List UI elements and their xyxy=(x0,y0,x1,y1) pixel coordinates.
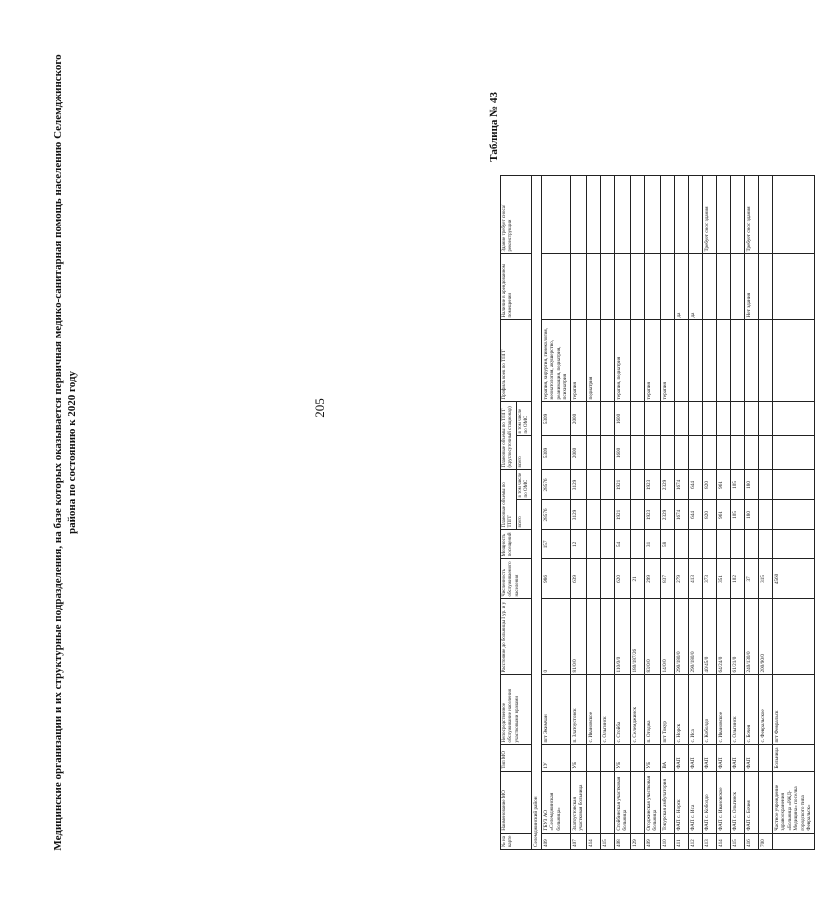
row-number: 415 xyxy=(730,833,744,849)
row-number: 413 xyxy=(702,833,716,849)
title-line-1: Медицинские организации и их структурные подразделения, на базе которых оказывается первичная медико-санитарная помощь населению Селемджинского xyxy=(52,54,64,851)
row-plan-total xyxy=(586,500,600,530)
table-row xyxy=(644,176,660,850)
row-stat-total: 5309 xyxy=(541,436,570,470)
table-row xyxy=(570,176,586,850)
col-header-population: Численность обслуживаемого населения xyxy=(501,559,532,599)
row-rent xyxy=(702,254,716,320)
row-settlement: пгт Февральск xyxy=(772,675,814,745)
row-demolition xyxy=(614,176,630,254)
row-stat-oms xyxy=(730,402,744,436)
row-plan-oms: 105 xyxy=(730,470,744,500)
row-visits xyxy=(688,530,702,559)
row-settlement: с. Ивановское xyxy=(586,675,600,745)
row-rent: Нет здания xyxy=(744,254,758,320)
row-visits: 12 xyxy=(570,530,586,559)
row-stat-total xyxy=(674,436,688,470)
row-stat-total: 1600 xyxy=(614,436,630,470)
row-population: 639 xyxy=(570,559,586,599)
row-profile xyxy=(772,320,814,402)
col-header-type: Тип МО xyxy=(501,745,532,771)
row-population: 986 xyxy=(541,559,570,599)
row-demolition xyxy=(644,176,660,254)
row-plan-oms xyxy=(586,470,600,500)
region-row: Селемджинский район xyxy=(532,176,542,850)
row-plan-oms xyxy=(758,470,772,500)
row-demolition xyxy=(772,176,814,254)
row-population: 279 xyxy=(674,559,688,599)
row-rent xyxy=(570,254,586,320)
row-stat-oms xyxy=(630,402,644,436)
row-rent xyxy=(758,254,772,320)
row-type: ФАП xyxy=(744,745,758,771)
row-type: Больница xyxy=(772,745,814,771)
table-row xyxy=(744,176,758,850)
row-stat-oms xyxy=(600,402,614,436)
row-rent xyxy=(660,254,674,320)
table-row xyxy=(630,176,644,850)
table-row xyxy=(674,176,688,850)
row-rent xyxy=(630,254,644,320)
row-stat-total xyxy=(600,436,614,470)
row-distance xyxy=(772,599,814,675)
row-population: 4560 xyxy=(772,559,814,599)
row-stat-oms xyxy=(772,402,814,436)
row-plan-oms: 961 xyxy=(716,470,730,500)
row-settlement: с. Февральское xyxy=(758,675,772,745)
row-plan-oms: 180 xyxy=(744,470,758,500)
row-type: ФАП xyxy=(702,745,716,771)
row-demolition: Требует снос здания xyxy=(702,176,716,254)
row-profile xyxy=(758,320,772,402)
row-stat-total xyxy=(660,436,674,470)
table-label: Таблица № 43 xyxy=(488,92,500,162)
row-plan-oms xyxy=(600,470,614,500)
row-stat-total xyxy=(644,436,660,470)
row-profile xyxy=(600,320,614,402)
row-type xyxy=(630,745,644,771)
row-plan-total: 820 xyxy=(702,500,716,530)
row-plan-oms: 1921 xyxy=(614,470,630,500)
row-stat-total xyxy=(630,436,644,470)
row-population: 837 xyxy=(660,559,674,599)
row-number: 410 xyxy=(660,833,674,849)
row-visits xyxy=(702,530,716,559)
row-population: 299 xyxy=(644,559,660,599)
row-plan-oms: 2329 xyxy=(660,470,674,500)
row-plan-total: 1923 xyxy=(644,500,660,530)
row-stat-oms xyxy=(716,402,730,436)
title-line-2: района по состоянию к 2020 году xyxy=(66,370,78,535)
row-name: Частное учреждение здравоохранения «Больница «РЖД-Медицина» поселка городского типа Февральск» xyxy=(772,771,814,833)
row-plan-total xyxy=(772,500,814,530)
row-stat-oms xyxy=(688,402,702,436)
row-rent xyxy=(586,254,600,320)
col-header-demolition: Здание требует сноса/реконструкции xyxy=(501,176,532,254)
row-profile xyxy=(688,320,702,402)
row-type: ФАП xyxy=(688,745,702,771)
row-stat-total xyxy=(716,436,730,470)
row-demolition xyxy=(630,176,644,254)
table-row xyxy=(702,176,716,850)
row-number: 411 xyxy=(674,833,688,849)
row-settlement: пгт Токур xyxy=(660,675,674,745)
col-header-visits: Мощность посещений xyxy=(501,530,532,559)
row-visits xyxy=(758,530,772,559)
row-distance: 40/45/0 xyxy=(702,599,716,675)
data-table xyxy=(500,175,815,850)
row-visits: 157 xyxy=(541,530,570,559)
col-header-stationary: Плановые объемы по ТПГГ (круглосуточный стационар) xyxy=(501,402,517,470)
sub-header-plan-total: всего xyxy=(516,500,532,530)
row-distance: 110/0/0 xyxy=(614,599,630,675)
row-population: 373 xyxy=(702,559,716,599)
row-type: ФАП xyxy=(716,745,730,771)
row-number: 129 xyxy=(630,833,644,849)
row-profile xyxy=(630,320,644,402)
row-type: ФАП xyxy=(674,745,688,771)
row-stat-oms xyxy=(644,402,660,436)
row-plan-total: 961 xyxy=(716,500,730,530)
row-population xyxy=(600,559,614,599)
row-rent xyxy=(541,254,570,320)
row-name: ФАП с. Коболдо xyxy=(702,771,716,833)
row-settlement: с. Иса xyxy=(688,675,702,745)
row-type: ФАП xyxy=(730,745,744,771)
row-visits xyxy=(772,530,814,559)
row-type: 1У xyxy=(541,745,570,771)
row-plan-total: 2329 xyxy=(660,500,674,530)
row-number: 412 xyxy=(688,833,702,849)
row-population: 315 xyxy=(758,559,772,599)
col-header-distance: Расстояние до больницы I ур. и у xyxy=(501,599,532,675)
row-settlement: с. Стойба xyxy=(614,675,630,745)
row-name: ФАП с. Норск xyxy=(674,771,688,833)
row-demolition: Требует снос здания xyxy=(744,176,758,254)
row-distance: 290/180/0 xyxy=(674,599,688,675)
row-settlement: с. Ивановское xyxy=(716,675,730,745)
row-plan-oms xyxy=(630,470,644,500)
row-plan-total: 180 xyxy=(744,500,758,530)
row-plan-oms xyxy=(772,470,814,500)
table-row xyxy=(660,176,674,850)
row-plan-total xyxy=(600,500,614,530)
row-plan-total: 644 xyxy=(688,500,702,530)
row-stat-oms: 1600 xyxy=(614,402,630,436)
row-number: 416 xyxy=(744,833,758,849)
row-profile: терапия, хирургия, гинекология, неонатология, акушерство, реанимация, педиатрия, психиатрия xyxy=(541,320,570,402)
row-distance: 240/130/0 xyxy=(744,599,758,675)
row-profile xyxy=(744,320,758,402)
row-settlement: с. Норск xyxy=(674,675,688,745)
row-settlement: п. Огоджа xyxy=(644,675,660,745)
row-stat-oms xyxy=(660,402,674,436)
row-settlement: с. Коболдо xyxy=(702,675,716,745)
col-header-service: Непосредственное обслуживание населения участковыми врачами xyxy=(501,675,532,745)
row-settlement: с. Селемджинск xyxy=(630,675,644,745)
row-population xyxy=(586,559,600,599)
row-demolition xyxy=(600,176,614,254)
row-name: ФАП с. Ивановское xyxy=(716,771,730,833)
row-visits: 31 xyxy=(644,530,660,559)
row-demolition xyxy=(758,176,772,254)
row-name: Огоджинская участковая больница xyxy=(644,771,660,833)
row-demolition xyxy=(570,176,586,254)
row-profile xyxy=(702,320,716,402)
row-stat-oms xyxy=(758,402,772,436)
row-plan-oms: 28576 xyxy=(541,470,570,500)
row-visits xyxy=(674,530,688,559)
sub-header-stat-oms: в том числе по ОМС xyxy=(516,402,532,436)
row-stat-total xyxy=(688,436,702,470)
row-stat-total xyxy=(744,436,758,470)
row-distance: 64/24/0 xyxy=(716,599,730,675)
sub-header-stat-total: всего xyxy=(516,436,532,470)
row-plan-oms: 1674 xyxy=(674,470,688,500)
row-profile: терапия xyxy=(644,320,660,402)
table-row xyxy=(586,176,600,850)
row-demolition xyxy=(660,176,674,254)
row-profile: терапия xyxy=(570,320,586,402)
row-visits xyxy=(744,530,758,559)
row-number: 414 xyxy=(716,833,730,849)
row-profile: терапия xyxy=(660,320,674,402)
row-number: 408 xyxy=(614,833,630,849)
row-stat-oms: 5309 xyxy=(541,402,570,436)
row-settlement: пгт Экимчан xyxy=(541,675,570,745)
row-type: ВА xyxy=(660,745,674,771)
row-stat-oms xyxy=(702,402,716,436)
row-stat-total xyxy=(702,436,716,470)
row-stat-total xyxy=(730,436,744,470)
row-stat-oms xyxy=(744,402,758,436)
row-number xyxy=(772,833,814,849)
row-name: ФАП с. Иса xyxy=(688,771,702,833)
sub-header-plan-oms: в том числе по ОМС xyxy=(516,470,532,500)
row-name xyxy=(630,771,644,833)
row-type: УБ xyxy=(570,745,586,771)
row-stat-total xyxy=(758,436,772,470)
row-visits xyxy=(730,530,744,559)
table-row xyxy=(772,176,814,850)
row-settlement: с. Ольгинск xyxy=(730,675,744,745)
row-visits xyxy=(716,530,730,559)
table-row xyxy=(614,176,630,850)
row-population: 102 xyxy=(730,559,744,599)
row-distance: 81/0/0 xyxy=(570,599,586,675)
table-row xyxy=(600,176,614,850)
row-name: ГБУЗ АО «Селемджинская больница» xyxy=(541,771,570,833)
row-distance: 83/0/0 xyxy=(644,599,660,675)
table-row xyxy=(730,176,744,850)
row-plan-total: 28576 xyxy=(541,500,570,530)
row-population: 413 xyxy=(688,559,702,599)
row-visits xyxy=(630,530,644,559)
row-plan-total: 3129 xyxy=(570,500,586,530)
row-rent: да xyxy=(674,254,688,320)
row-stat-total: 2000 xyxy=(570,436,586,470)
row-profile xyxy=(674,320,688,402)
row-plan-total xyxy=(630,500,644,530)
row-rent xyxy=(730,254,744,320)
row-plan-total xyxy=(758,500,772,530)
row-stat-total xyxy=(586,436,600,470)
row-plan-total: 1921 xyxy=(614,500,630,530)
row-distance: 180/187/26 xyxy=(630,599,644,675)
row-name xyxy=(586,771,600,833)
row-rent xyxy=(600,254,614,320)
row-stat-total xyxy=(772,436,814,470)
row-type xyxy=(586,745,600,771)
row-settlement: с. Ольгинск xyxy=(600,675,614,745)
table-row xyxy=(716,176,730,850)
row-name: ФАП с. Ольгинск xyxy=(730,771,744,833)
table-row xyxy=(541,176,570,850)
row-name: Стойбинская участковая больница xyxy=(614,771,630,833)
row-distance: 200/90/0 xyxy=(758,599,772,675)
row-settlement: с. Бочея xyxy=(744,675,758,745)
row-plan-oms: 820 xyxy=(702,470,716,500)
row-distance: 61/21/0 xyxy=(730,599,744,675)
col-header-no: № на карте xyxy=(501,833,532,849)
row-population: 351 xyxy=(716,559,730,599)
row-demolition xyxy=(688,176,702,254)
row-number: 409 xyxy=(541,833,570,849)
row-type xyxy=(758,745,772,771)
row-stat-oms xyxy=(586,402,600,436)
row-population: 620 xyxy=(614,559,630,599)
row-demolition xyxy=(674,176,688,254)
col-header-profile: Профиль коек по ТПГГ xyxy=(501,320,532,402)
row-demolition xyxy=(541,176,570,254)
row-name xyxy=(600,771,614,833)
row-name: Токурская амбулатория xyxy=(660,771,674,833)
row-visits: 54 xyxy=(614,530,630,559)
col-header-name: Наименование МО xyxy=(501,771,532,833)
row-plan-oms: 1923 xyxy=(644,470,660,500)
row-distance: 14/0/0 xyxy=(660,599,674,675)
row-plan-oms: 644 xyxy=(688,470,702,500)
row-number: 414 xyxy=(586,833,600,849)
row-settlement: п. Златоустовск xyxy=(570,675,586,745)
row-plan-total: 105 xyxy=(730,500,744,530)
row-number: 415 xyxy=(600,833,614,849)
row-number: 700 xyxy=(758,833,772,849)
col-header-rent: Наличие в арендованном помещении xyxy=(501,254,532,320)
row-visits xyxy=(600,530,614,559)
row-demolition xyxy=(586,176,600,254)
row-profile xyxy=(730,320,744,402)
row-stat-oms: 2000 xyxy=(570,402,586,436)
row-number: 409 xyxy=(644,833,660,849)
row-distance xyxy=(586,599,600,675)
row-profile: терапия, педиатрия xyxy=(614,320,630,402)
row-profile: педиатрия xyxy=(586,320,600,402)
row-distance: 0 xyxy=(541,599,570,675)
table-row xyxy=(758,176,772,850)
row-type: УБ xyxy=(614,745,630,771)
row-rent xyxy=(644,254,660,320)
col-header-plan: Плановые объемы по ТПГГ xyxy=(501,470,517,530)
row-demolition xyxy=(716,176,730,254)
row-name: Златоустовская участковая больница xyxy=(570,771,586,833)
row-rent xyxy=(772,254,814,320)
page-number: 205 xyxy=(312,398,327,418)
row-demolition xyxy=(730,176,744,254)
row-distance xyxy=(600,599,614,675)
row-rent xyxy=(716,254,730,320)
row-number: 407 xyxy=(570,833,586,849)
row-visits: 58 xyxy=(660,530,674,559)
row-population: 37 xyxy=(744,559,758,599)
row-rent xyxy=(614,254,630,320)
table-row xyxy=(688,176,702,850)
row-plan-total: 1674 xyxy=(674,500,688,530)
row-plan-oms: 3129 xyxy=(570,470,586,500)
row-distance: 290/180/0 xyxy=(688,599,702,675)
row-rent: да xyxy=(688,254,702,320)
row-stat-oms xyxy=(674,402,688,436)
row-profile xyxy=(716,320,730,402)
row-population: 21 xyxy=(630,559,644,599)
row-type xyxy=(600,745,614,771)
row-name: ФАП с. Бочея xyxy=(744,771,758,833)
row-visits xyxy=(586,530,600,559)
row-name xyxy=(758,771,772,833)
row-type: УБ xyxy=(644,745,660,771)
